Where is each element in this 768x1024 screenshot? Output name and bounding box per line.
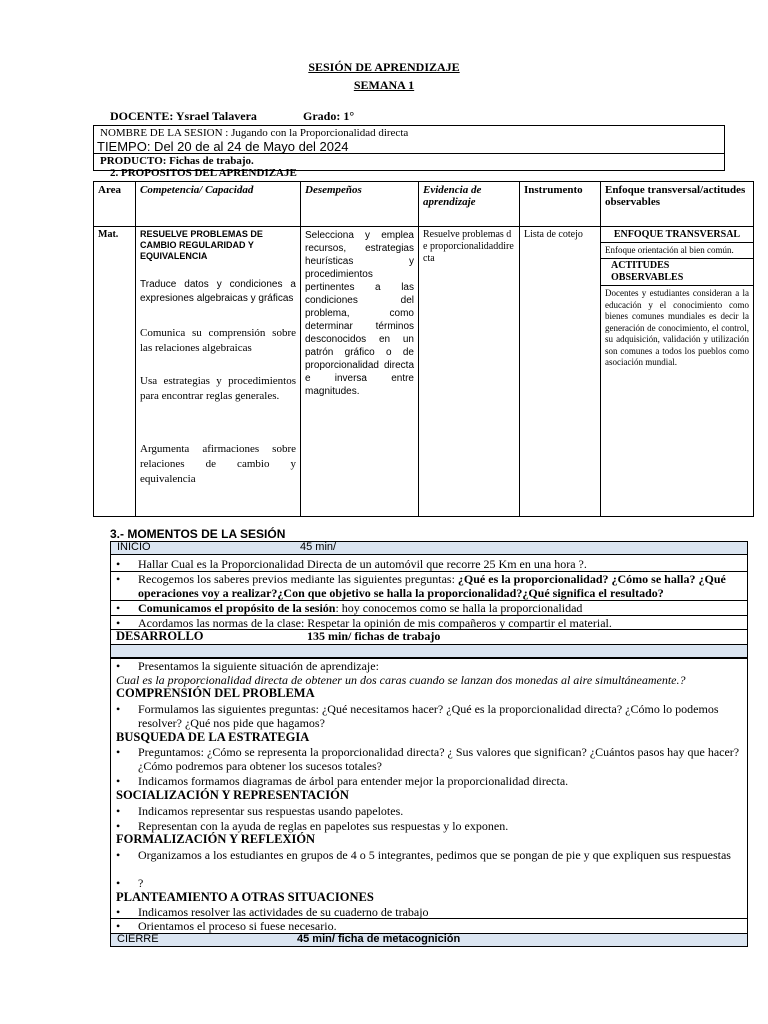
list-item: Formulamos las siguientes preguntas: ¿Qué necesitamos hacer? ¿Qué es la proporcionalidad directa? ¿Cómo lo podemos resolver? ¿Qué nos pide que hagamos? bbox=[138, 702, 719, 730]
bullet-icon: • bbox=[116, 702, 121, 716]
desarrollo-time: 135 min/ fichas de trabajo bbox=[307, 629, 441, 643]
section-heading: PLANTEAMIENTO A OTRAS SITUACIONES bbox=[116, 890, 374, 904]
table-row bbox=[94, 227, 754, 517]
situacion-text: Cual es la proporcionalidad directa de obtener un dos caras cuando se lanzan dos monedas al aire simultáneamente.? bbox=[116, 673, 686, 687]
bullet-icon: • bbox=[116, 601, 121, 615]
header-evidencia: Evidencia de aprendizaje bbox=[419, 182, 520, 227]
capacidad-item: Traduce datos y condiciones a expresiones algebraicas y gráficas bbox=[140, 279, 296, 304]
page-subtitle: SEMANA 1 bbox=[353, 78, 415, 92]
page-title: SESIÓN DE APRENDIZAJE bbox=[308, 60, 460, 74]
propositos-table bbox=[93, 181, 754, 517]
cierre-time: 45 min/ ficha de metacognición bbox=[297, 933, 461, 945]
list-item: Indicamos representar sus respuestas usando papelotes. bbox=[138, 804, 404, 818]
cell-instrumento: Lista de cotejo bbox=[520, 227, 601, 517]
cell-area: Mat. bbox=[94, 227, 136, 517]
section-heading: SOCIALIZACIÓN Y REPRESENTACIÓN bbox=[116, 788, 349, 802]
capacidad-item: Usa estrategias y procedimientos para encontrar reglas generales. bbox=[140, 375, 296, 402]
list-item: Hallar Cual es la Proporcionalidad Directa de un automóvil que recorre 25 Km en una hora ?. bbox=[138, 557, 587, 571]
bullet-icon: • bbox=[116, 819, 121, 833]
desarrollo-band bbox=[110, 644, 748, 658]
section-heading: BUSQUEDA DE LA ESTRATEGIA bbox=[116, 730, 310, 744]
list-item: Presentamos la siguiente situación de aprendizaje: bbox=[138, 659, 379, 673]
bullet-icon: • bbox=[116, 659, 121, 673]
list-item: Orientamos el proceso si fuese necesario. bbox=[138, 919, 337, 933]
capacidad-item: Comunica su comprensión sobre las relaciones algebraicas bbox=[140, 327, 296, 354]
cell-desempenos: Selecciona y emplea recursos, estrategias heurísticas y procedimientos pertinentes a las condiciones del problema, como determinar términos desconocidos en un patrón gráfico o de proporcionalidad directa e inversa entre magnitudes. bbox=[301, 227, 419, 517]
bullet-icon: • bbox=[116, 616, 121, 630]
cell-competencia bbox=[136, 227, 301, 517]
cierre-label: CIERRE bbox=[117, 933, 159, 945]
capacidad-item: Argumenta afirmaciones sobre relaciones de cambio y equivalencia bbox=[140, 443, 296, 485]
docente-label: DOCENTE: Ysrael Talavera bbox=[110, 109, 257, 123]
header-enfoque: Enfoque transversal/actitudes observables bbox=[601, 182, 754, 227]
bullet-icon: • bbox=[116, 774, 121, 788]
competencia-title: RESUELVE PROBLEMAS DE CAMBIO REGULARIDAD Y EQUIVALENCIA bbox=[140, 229, 263, 261]
bullet-icon: • bbox=[116, 572, 121, 586]
list-item: Representan con la ayuda de reglas en papelotes sus respuestas y lo exponen. bbox=[138, 819, 509, 833]
bullet-icon: • bbox=[116, 745, 121, 759]
bullet-icon: • bbox=[116, 919, 121, 933]
list-item-bold: Comunicamos el propósito de la sesión bbox=[138, 601, 336, 615]
momentos-title: 3.- MOMENTOS DE LA SESIÓN bbox=[110, 527, 286, 541]
section-heading: COMPRENSIÓN DEL PROBLEMA bbox=[116, 686, 315, 700]
actitudes-text: Docentes y estudiantes consideran a la educación y el conocimiento como bienes comunes mundiales es decir la generación de conocimiento, el control, su adquisición, validación y utilización son comunes a todos los pueblos como asociación mundial. bbox=[605, 288, 749, 367]
list-item: Indicamos formamos diagramas de árbol para entender mejor la proporcionalidad directa. bbox=[138, 774, 569, 788]
bullet-icon: • bbox=[116, 876, 121, 890]
inicio-label: INICIO bbox=[117, 541, 151, 553]
desarrollo-label: DESARROLLO bbox=[116, 629, 204, 643]
grado-label: Grado: 1° bbox=[303, 109, 355, 123]
list-item: ? bbox=[138, 876, 144, 890]
enfoque-title: ENFOQUE TRANSVERSAL bbox=[601, 227, 753, 243]
bullet-icon: • bbox=[116, 804, 121, 818]
header-desempenos: Desempeños bbox=[301, 182, 419, 227]
list-item bbox=[138, 601, 744, 615]
actitudes-title: ACTITUDES OBSERVABLES bbox=[601, 259, 753, 286]
session-product: PRODUCTO: Fichas de trabajo. bbox=[100, 155, 254, 167]
session-time: TIEMPO: Del 20 de al 24 de Mayo del 2024 bbox=[97, 139, 349, 154]
enfoque-text: Enfoque orientación al bien común. bbox=[601, 243, 753, 259]
header-competencia: Competencia/ Capacidad bbox=[136, 182, 301, 227]
list-item: Preguntamos: ¿Cómo se representa la proporcionalidad directa? ¿ Sus valores que significan? ¿Cuántos pasos hay que hacer? ¿Cómo podremos para obtener los sucesos totales? bbox=[138, 745, 740, 773]
header-instrumento: Instrumento bbox=[520, 182, 601, 227]
bullet-icon: • bbox=[116, 557, 121, 571]
list-item: Organizamos a los estudiantes en grupos de 4 o 5 integrantes, pedimos que se pongan de pie y que expliquen sus respuestas bbox=[138, 848, 731, 862]
inicio-band bbox=[110, 541, 748, 555]
list-item-text: Recogemos los saberes previos mediante las siguientes preguntas: bbox=[138, 572, 458, 586]
bullet-icon: • bbox=[116, 905, 121, 919]
section-heading: FORMALIZACIÓN Y REFLEXIÓN bbox=[116, 832, 316, 846]
list-item: Indicamos resolver las actividades de su cuaderno de trabajo bbox=[138, 905, 429, 919]
section-propositos-title: 2. PROPOSITOS DEL APRENDIZAJE bbox=[110, 167, 297, 179]
list-item-text: : hoy conocemos como se halla la proporcionalidad bbox=[335, 601, 583, 615]
bullet-icon: • bbox=[116, 848, 121, 862]
table-header-row bbox=[94, 182, 754, 227]
session-name: NOMBRE DE LA SESION : Jugando con la Proporcionalidad directa bbox=[100, 127, 409, 139]
inicio-time: 45 min/ bbox=[300, 541, 337, 553]
list-item bbox=[138, 572, 744, 600]
list-item-questions: ¿Qué es la proporcionalidad? ¿Cómo se halla? ¿Qué operaciones voy a realizar?¿Con que objetivo se halla la proporcionalidad?¿Qué significa el resultado? bbox=[138, 572, 726, 600]
cell-evidencia: Resuelve problemas de proporcionalidaddirecta bbox=[419, 227, 520, 517]
list-item: Acordamos las normas de la clase: Respetar la opinión de mis compañeros y compartir el material. bbox=[138, 616, 612, 630]
cell-enfoque bbox=[601, 227, 754, 517]
header-area: Area bbox=[94, 182, 136, 227]
